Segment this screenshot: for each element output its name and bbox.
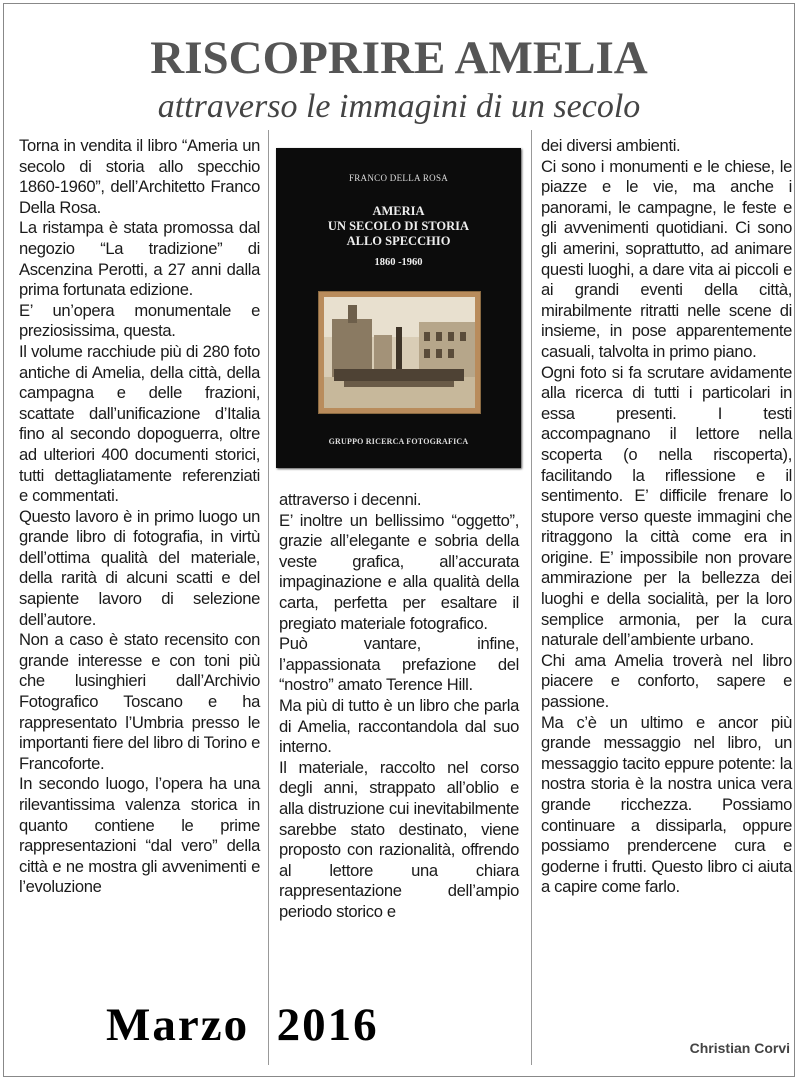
book-publisher: GRUPPO RICERCA FOTOGRAFICA (328, 437, 469, 446)
column-2 (279, 490, 519, 922)
paragraph: Ogni foto si fa scrutare avidamente alla ricerca di tutti i particolari in essa presenti. I testi accompagnano il lettore nella scoperta (o nella riscoperta), facilitando la riflessione e il sentimento. E’ difficile frenare lo stupore verso queste immagini che ritraggono la città come era in origine. E’ impossibile non provare ammirazione per la bellezza dei luoghi e della socialità, per la loro semplice armonia, per la cura naturale dell’ambiente urbano. (541, 362, 792, 650)
paragraph: Non a caso è stato recensito con grande interesse e con toni più che lusinghieri dall’Archivio Fotografico Toscano e ha rappresentato l’Umbria presso le importanti fiere del libro di Torino e Francoforte. (19, 630, 260, 773)
issue-date: Marzo 2016 (106, 999, 379, 1051)
paragraph: E’ un’opera monumentale e preziosissima, questa. (19, 300, 260, 341)
book-title: AMERIA UN SECOLO DI STORIA ALLO SPECCHIO (327, 204, 470, 248)
column-divider (268, 130, 269, 1065)
paragraph: attraverso i decenni. (279, 490, 422, 509)
paragraph: Ma c’è un ultimo e ancor più grande messaggio nel libro, un messaggio tacito eppure potente: la nostra storia è la nostra unica vera grande ricchezza. Possiamo continuare a dissiparla, oppure possiamo prendercene cura e goderne i frutti. Questo libro ci aiuta a capire come farlo. (541, 712, 792, 897)
paragraph: La ristampa è stata promossa dal negozio “La tradizione” di Ascenzina Perotti, a 27 anni dalla prima fortunata edizione. (19, 218, 260, 300)
paragraph: Il materiale, raccolto nel corso degli anni, strappato all’oblio e alla distruzione cui inevitabilmente sarebbe stato destinato, viene proposto con razionalità, offrendo al lettore una chiara rappresentazione dell’ampio periodo storico e (279, 757, 519, 921)
article-subtitle: attraverso le immagini di un secolo (157, 88, 641, 125)
column-divider (531, 130, 532, 1065)
sepia-photo (318, 291, 481, 414)
paragraph: E’ inoltre un bellissimo “oggetto”, grazie all’elegante e sobria della veste grafica, all’accurata impaginazione e alla qualità della carta, perfetta per esaltare il pregiato materiale fotografico. (279, 510, 519, 633)
town-square-illustration (324, 297, 475, 408)
paragraph: dei diversi ambienti. (541, 136, 681, 155)
author-byline: Christian Corvi (689, 1040, 790, 1056)
book-author: FRANCO DELLA ROSA (348, 173, 449, 183)
paragraph: Questo lavoro è in primo luogo un grande libro di fotografia, in virtù dell’ottima qualità del materiale, della rarità di alcuni scatti e del sapiente lavoro di selezione dell’autore. (19, 506, 260, 629)
paragraph: Può vantare, infine, l’appassionata prefazione del “nostro” amato Terence Hill. (279, 634, 519, 695)
column-3 (541, 136, 792, 898)
book-cover-image (276, 148, 521, 468)
paragraph: Ci sono i monumenti e le chiese, le piazze e le vie, ma anche i panorami, le campagne, le feste e gli avvenimenti quotidiani. Ci sono gli amerini, soprattutto, ad animare questi luoghi, a dare vita ai piccoli e ai grandi eventi della città, mirabilmente ritratti nelle scene di insieme, in pose apparentemente casuali, talvolta in primo piano. (541, 156, 792, 361)
paragraph: Chi ama Amelia troverà nel libro piacere e conforto, sapere e passione. (541, 650, 792, 712)
column-1 (19, 136, 260, 898)
article-title: RISCOPRIRE AMELIA (150, 32, 648, 84)
paragraph: Ma più di tutto è un libro che parla di Amelia, raccontandola dal suo interno. (279, 695, 519, 757)
paragraph: In secondo luogo, l’opera ha una rilevantissima valenza storica in quanto contiene le prime rappresentazioni “dal vero” della città e ne mostra gli avvenimenti e l’evoluzione (19, 774, 260, 897)
paragraph: Il volume racchiude più di 280 foto antiche di Amelia, della città, della campagna e delle frazioni, scattate dall’unificazione d’Italia fino al secondo dopoguerra, oltre ad ulteriori 400 documenti storici, tutti dettagliatamente referenziati e commentati. (19, 341, 260, 506)
paragraph: Torna in vendita il libro “Ameria un secolo di storia allo specchio 1860-1960”, dell’Architetto Franco Della Rosa. (19, 136, 260, 217)
book-years: 1860 -1960 (374, 257, 423, 268)
